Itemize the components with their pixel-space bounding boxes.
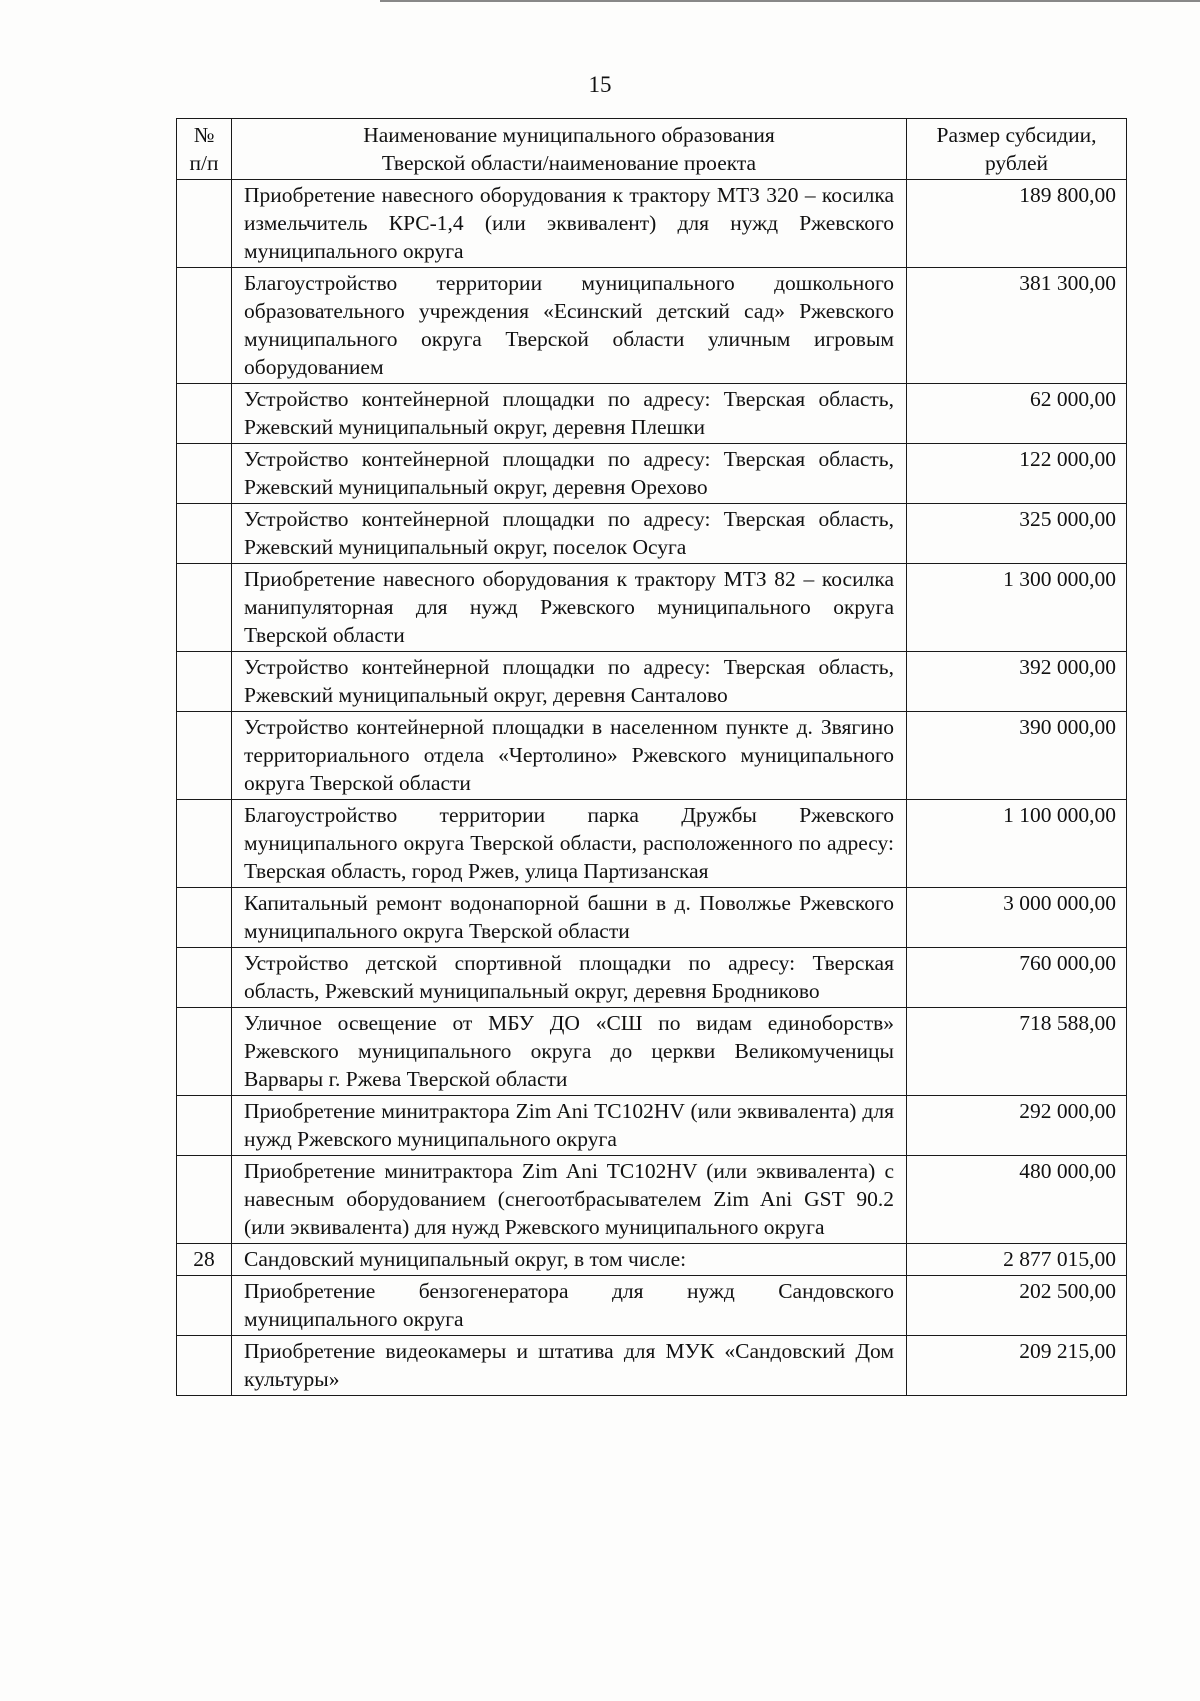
header-name xyxy=(232,119,907,180)
subsidy-amount-cell: 189 800,00 xyxy=(907,180,1127,268)
table-row xyxy=(177,888,1127,948)
page-number: 15 xyxy=(588,72,612,97)
table-row xyxy=(177,652,1127,712)
table-header-row xyxy=(177,119,1127,180)
row-number-cell xyxy=(177,180,232,268)
project-name-cell: Благоустройство территории парка Дружбы Ржевского муниципального округа Тверской области, расположенного по адресу: Тверская область, город Ржев, улица Партизанская xyxy=(232,800,907,888)
row-number-cell xyxy=(177,1336,232,1396)
subsidy-table xyxy=(176,118,1127,1396)
row-number-cell xyxy=(177,564,232,652)
row-number-cell xyxy=(177,504,232,564)
table-row xyxy=(177,800,1127,888)
subsidy-amount-cell: 480 000,00 xyxy=(907,1156,1127,1244)
subsidy-amount-cell: 2 877 015,00 xyxy=(907,1244,1127,1276)
project-name-cell: Уличное освещение от МБУ ДО «СШ по видам единоборств» Ржевского муниципального округа до церкви Великомученицы Варвары г. Ржева Тверской области xyxy=(232,1008,907,1096)
table-row xyxy=(177,268,1127,384)
project-name-cell: Капитальный ремонт водонапорной башни в д. Поволжье Ржевского муниципального округа Тверской области xyxy=(232,888,907,948)
subsidy-amount-cell: 325 000,00 xyxy=(907,504,1127,564)
subsidy-amount-cell: 718 588,00 xyxy=(907,1008,1127,1096)
header-num-line1: № xyxy=(193,123,215,147)
project-name-cell: Устройство контейнерной площадки по адресу: Тверская область, Ржевский муниципальный округ, поселок Осуга xyxy=(232,504,907,564)
project-name-cell: Приобретение бензогенератора для нужд Сандовского муниципального округа xyxy=(232,1276,907,1336)
table-row xyxy=(177,444,1127,504)
subsidy-amount-cell: 1 100 000,00 xyxy=(907,800,1127,888)
row-number-cell xyxy=(177,948,232,1008)
table-row xyxy=(177,712,1127,800)
table-row xyxy=(177,1276,1127,1336)
table-row xyxy=(177,504,1127,564)
project-name-cell: Устройство контейнерной площадки по адресу: Тверская область, Ржевский муниципальный округ, деревня Плешки xyxy=(232,384,907,444)
table-row xyxy=(177,384,1127,444)
header-amount xyxy=(907,119,1127,180)
table-row xyxy=(177,564,1127,652)
row-number-cell xyxy=(177,712,232,800)
header-name-line2: Тверской области/наименование проекта xyxy=(381,151,757,175)
project-name-cell: Устройство контейнерной площадки по адресу: Тверская область, Ржевский муниципальный округ, деревня Санталово xyxy=(232,652,907,712)
header-num-line2: п/п xyxy=(189,151,219,175)
table-row xyxy=(177,1244,1127,1276)
project-name-cell: Устройство контейнерной площадки по адресу: Тверская область, Ржевский муниципальный округ, деревня Орехово xyxy=(232,444,907,504)
project-name-cell: Сандовский муниципальный округ, в том числе: xyxy=(232,1244,907,1276)
subsidy-amount-cell: 62 000,00 xyxy=(907,384,1127,444)
row-number-cell xyxy=(177,444,232,504)
row-number-cell xyxy=(177,1276,232,1336)
project-name-cell: Благоустройство территории муниципального дошкольного образовательного учреждения «Есинский детский сад» Ржевского муниципального округа Тверской области уличным игровым оборудованием xyxy=(232,268,907,384)
page-edge-line xyxy=(380,0,1200,2)
subsidy-amount-cell: 3 000 000,00 xyxy=(907,888,1127,948)
table-row xyxy=(177,1336,1127,1396)
project-name-cell: Приобретение минитрактора Zim Ani TC102HV (или эквивалента) с навесным оборудованием (снегоотбрасывателем Zim Ani GST 90.2 (или эквивалента) для нужд Ржевского муниципального округа xyxy=(232,1156,907,1244)
project-name-cell: Приобретение навесного оборудования к трактору МТЗ 320 – косилка измельчитель КРС-1,4 (или эквивалент) для нужд Ржевского муниципального округа xyxy=(232,180,907,268)
subsidy-amount-cell: 390 000,00 xyxy=(907,712,1127,800)
table-row xyxy=(177,948,1127,1008)
row-number-cell xyxy=(177,384,232,444)
table-row xyxy=(177,1096,1127,1156)
row-number-cell xyxy=(177,1156,232,1244)
subsidy-amount-cell: 381 300,00 xyxy=(907,268,1127,384)
project-name-cell: Приобретение навесного оборудования к трактору МТЗ 82 – косилка манипуляторная для нужд Ржевского муниципального округа Тверской области xyxy=(232,564,907,652)
subsidy-amount-cell: 122 000,00 xyxy=(907,444,1127,504)
header-num xyxy=(177,119,232,180)
header-amount-line2: рублей xyxy=(984,151,1049,175)
row-number-cell xyxy=(177,1008,232,1096)
table-row xyxy=(177,1156,1127,1244)
subsidy-amount-cell: 392 000,00 xyxy=(907,652,1127,712)
row-number-cell xyxy=(177,652,232,712)
table-row xyxy=(177,1008,1127,1096)
table-row xyxy=(177,180,1127,268)
subsidy-amount-cell: 202 500,00 xyxy=(907,1276,1127,1336)
project-name-cell: Приобретение видеокамеры и штатива для МУК «Сандовский Дом культуры» xyxy=(232,1336,907,1396)
row-number-cell xyxy=(177,800,232,888)
subsidy-amount-cell: 760 000,00 xyxy=(907,948,1127,1008)
project-name-cell: Устройство контейнерной площадки в населенном пункте д. Звягино территориального отдела «Чертолино» Ржевского муниципального округа Тверской области xyxy=(232,712,907,800)
row-number-cell xyxy=(177,888,232,948)
subsidy-amount-cell: 209 215,00 xyxy=(907,1336,1127,1396)
project-name-cell: Устройство детской спортивной площадки по адресу: Тверская область, Ржевский муниципальный округ, деревня Бродниково xyxy=(232,948,907,1008)
row-number-cell: 28 xyxy=(177,1244,232,1276)
header-amount-line1: Размер субсидии, xyxy=(936,123,1097,147)
subsidy-amount-cell: 292 000,00 xyxy=(907,1096,1127,1156)
row-number-cell xyxy=(177,268,232,384)
row-number-cell xyxy=(177,1096,232,1156)
project-name-cell: Приобретение минитрактора Zim Ani TC102HV (или эквивалента) для нужд Ржевского муниципального округа xyxy=(232,1096,907,1156)
subsidy-amount-cell: 1 300 000,00 xyxy=(907,564,1127,652)
header-name-line1: Наименование муниципального образования xyxy=(363,123,775,147)
